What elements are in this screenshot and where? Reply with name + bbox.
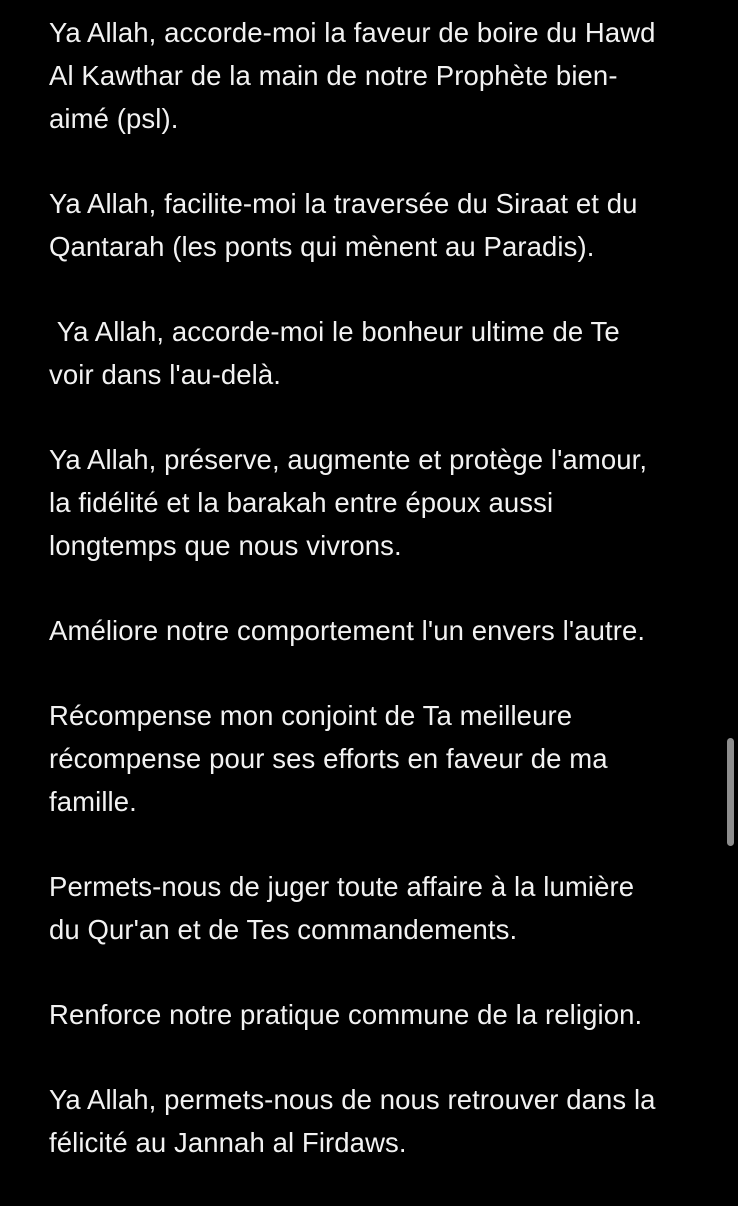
paragraph: Ya Allah, permets-nous de nous retrouver dans la félicité au Jannah al Firdaws. <box>49 1084 656 1158</box>
paragraph: Permets-nous de juger toute affaire à la lumière du Qur'an et de Tes commandements. <box>49 871 635 945</box>
paragraph: Ya Allah, préserve, augmente et protège l'amour, la fidélité et la barakah entre époux aussi longtemps que nous vivrons. <box>49 444 648 561</box>
paragraph: Ya Allah, accorde-moi le bonheur ultime de Te voir dans l'au-delà. <box>49 316 620 390</box>
paragraph: Récompense mon conjoint de Ta meilleure récompense pour ses efforts en faveur de ma famille. <box>49 700 608 817</box>
paragraph: Renforce notre pratique commune de la religion. <box>49 999 643 1030</box>
paragraph: Ya Allah, facilite-moi la traversée du Siraat et du Qantarah (les ponts qui mènent au Paradis). <box>49 188 638 262</box>
note-body <box>49 11 729 1206</box>
paragraph: Ya Allah, accorde-moi la faveur de boire du Hawd Al Kawthar de la main de notre Prophète bien- aimé (psl). <box>49 17 656 134</box>
scrollbar-thumb[interactable] <box>727 738 734 846</box>
paragraph: Améliore notre comportement l'un envers l'autre. <box>49 615 646 646</box>
